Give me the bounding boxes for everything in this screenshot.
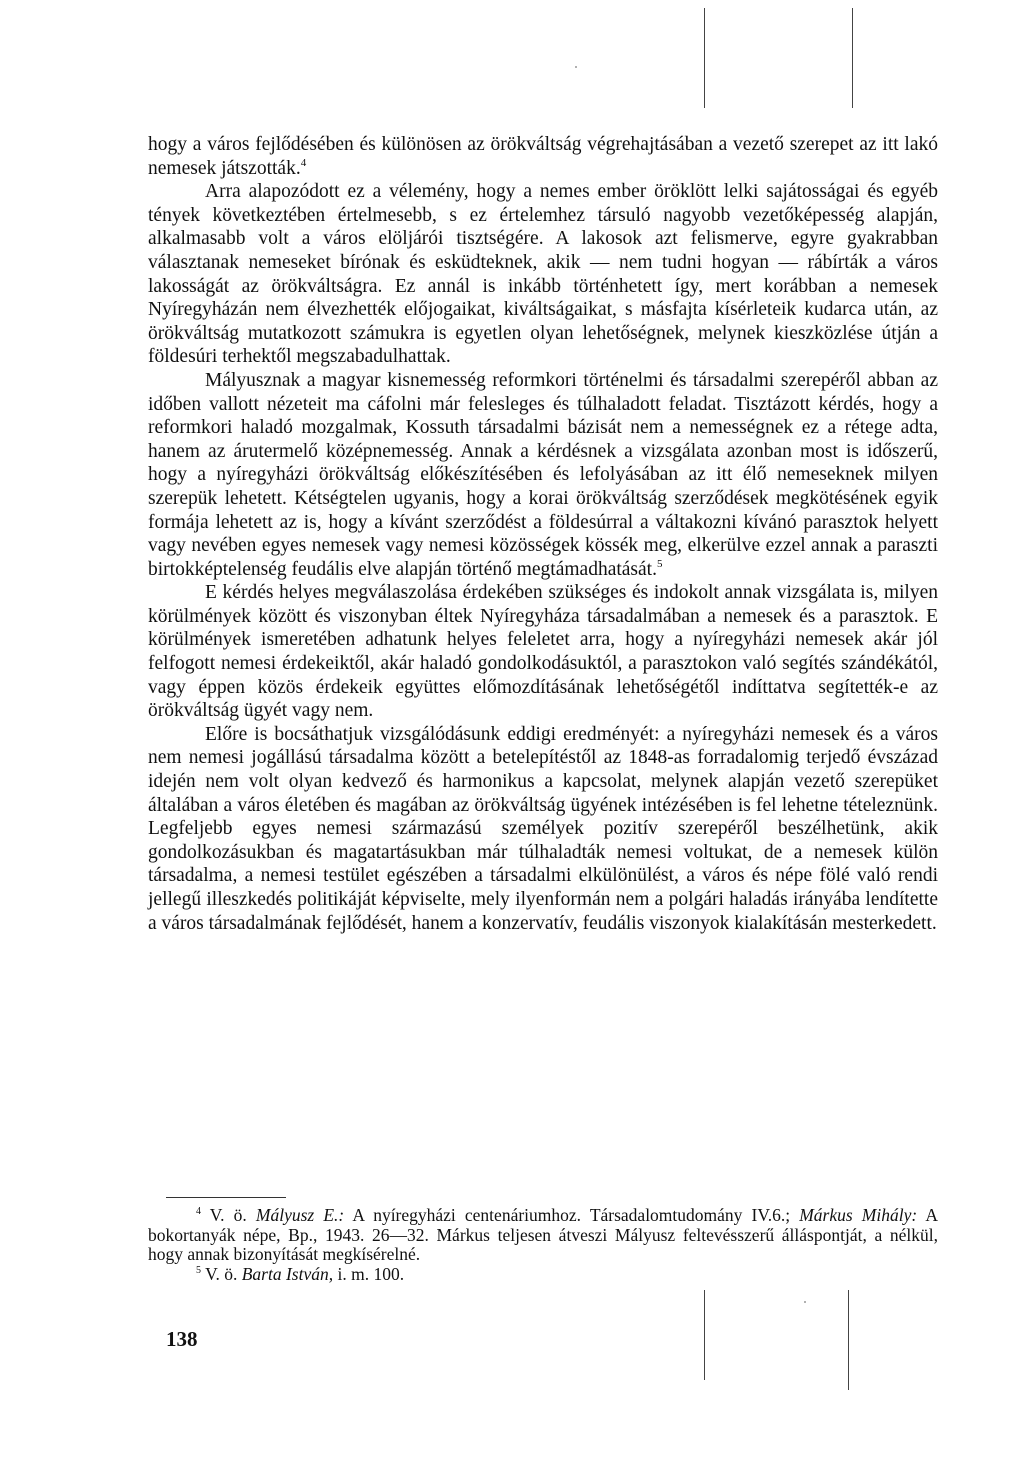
paragraph-4-text: E kérdés helyes megválaszolása érdekében szükséges és indokolt annak vizsgálata is, milyen körülmények között és viszonyban éltek Nyíregyháza társadalmában a nemesek és a parasztok. E körülmények ismeretében adhatunk helyes feleletet arra, hogy a nyíregyházi nemesek akár jól felfogott nemesi érdekeiktől, akár haladó gondolkodásuktól, a parasztokon való segítés szándékától, vagy éppen közös érdekeik együttes előmozdításának lehetőségétől indíttatva segítették-e az örökváltság ügyét vagy nem. [148,582,938,722]
footnote-4-mark: 4 [196,1206,201,1217]
paragraph-2 [148,180,938,369]
footnote-5-part-1: i. m. 100. [337,1263,405,1284]
scan-mark-bottom-left [704,1290,705,1380]
footnote-4-lead: V. ö. [209,1205,247,1225]
footnote-ref-4[interactable]: 4 [300,156,307,169]
footnote-5-author-barta: Barta István, [241,1263,334,1284]
page-number: 138 [166,1327,198,1351]
footnote-5 [148,1265,938,1285]
scan-mark-top-right [852,8,853,108]
footnote-separator [166,1197,286,1198]
paragraph-1 [148,133,938,180]
scan-speck [575,66,577,68]
paragraph-4 [148,581,938,723]
footnote-5-mark: 5 [196,1264,201,1276]
footnote-4-part-2: A bokortanyák népe, Bp., 1943. 26—32. Márkus teljesen átveszi Mályusz feltevésszerű álláspontját, a nélkül, hogy annak bizonyítását megkísérelné. [148,1205,938,1264]
paragraph-3 [148,369,938,581]
footnote-4-author-malyusz: Mályusz E.: [255,1205,345,1225]
footnote-5-lead: V. ö. [205,1263,238,1284]
paragraph-3-text: Mályusznak a magyar kisnemesség reformkori történelmi és társadalmi szerepéről abban az időben vallott nézeteit ma cáfolni már felesleges és túlhaladott feladat. Tisztázott kérdés, hogy a reformkori haladó mozgalmak, Kossuth társadalmi bázisát nem a nemességnek ez a rétege adta, hanem az árutermelő középnemesség. Annak a kérdésnek a vizsgálata azonban most is időszerű, hogy a nyíregyházi örökváltság előkészítésében és lefolyásában az itt élő nemeseknek milyen szerepük lehetett. Kétségtelen ugyanis, hogy a korai örökváltság szerződések megkötésének egyik formája lehetett az is, hogy a kívánt szerződést a földesúrral a váltakozni kívánó parasztok helyett vagy nevében egyes nemesek vagy nemesi közösségek kössék meg, elkerülve ezzel annak a paraszti birtokképtelenség feudális elve alapján történő megtámadhatását. [148,369,938,580]
footnote-4 [148,1206,938,1265]
footnotes [148,1205,938,1284]
scan-mark-top-left [704,8,705,108]
scan-mark-bottom-right [848,1290,849,1390]
scan-speck [804,1301,806,1303]
footnote-4-part-1: A nyíregyházi centenáriumhoz. Társadalomtudomány IV.6.; [352,1205,791,1225]
footnote-4-author-markus: Márkus Mihály: [799,1205,918,1225]
paragraph-5 [148,723,938,935]
footnote-ref-5[interactable]: 5 [656,557,663,570]
paragraph-5-text: Előre is bocsáthatjuk vizsgálódásunk eddigi eredményét: a nyíregyházi nemesek és a város nem nemesi jogállású társadalma között a betelepítéstől az 1848-as forradalomig terjedő évszázad idején nem volt olyan kedvező és harmonikus a kapcsolat, melynek alapján vezető szerepüket általában a város életében és magában az örökváltság ügyének intézésében is fel lehetne tételeznünk. Legfeljebb egyes nemesi származású személyek pozitív szerepéről beszélhetünk, akik gondolkozásukban és magatartásukban már túlhaladták nemesi voltukat, de a nemesek külön társadalma, a nemesi testület egészében a társadalmi elkülönülést, a város és népe fölé való rendi jellegű illeszkedés politikáját képviselte, mely ilyenformán nem a polgári haladás irányába lendítette a város társadalmának fejlődését, hanem a konzervatív, feudális viszonyok kialakításán mesterkedett. [148,723,938,934]
main-text [148,133,938,935]
paragraph-2-text: Arra alapozódott ez a vélemény, hogy a nemes ember öröklött lelki sajátosságai és egyéb tények következtében értelmesebb, s ez értelemhez társuló nagyobb vezetőképesség alapján, alkalmasabb volt a város elöljárói tisztségére. A lakosok azt felismerve, egyre gyakrabban választanak nemeseket bírónak és esküdteknek, akik — nem tudni hogyan — rábírták a város lakosságát az örökváltságra. Ez annál is inkább történhetett így, mert korábban a nemesek Nyíregyházán nem élvezhették előjogaikat, kiváltságaikat, s másfajta kísérleteik kudarca után, az örökváltság mutatkozott számukra is egyetlen olyan lehetőségnek, melynek kieszközlése útján a földesúri terhektől megszabadulhattak. [148,181,938,368]
paragraph-1-text: hogy a város fejlődésében és különösen az örökváltság végrehajtásában a vezető szerepet az itt lakó nemesek játszották. [148,134,938,179]
